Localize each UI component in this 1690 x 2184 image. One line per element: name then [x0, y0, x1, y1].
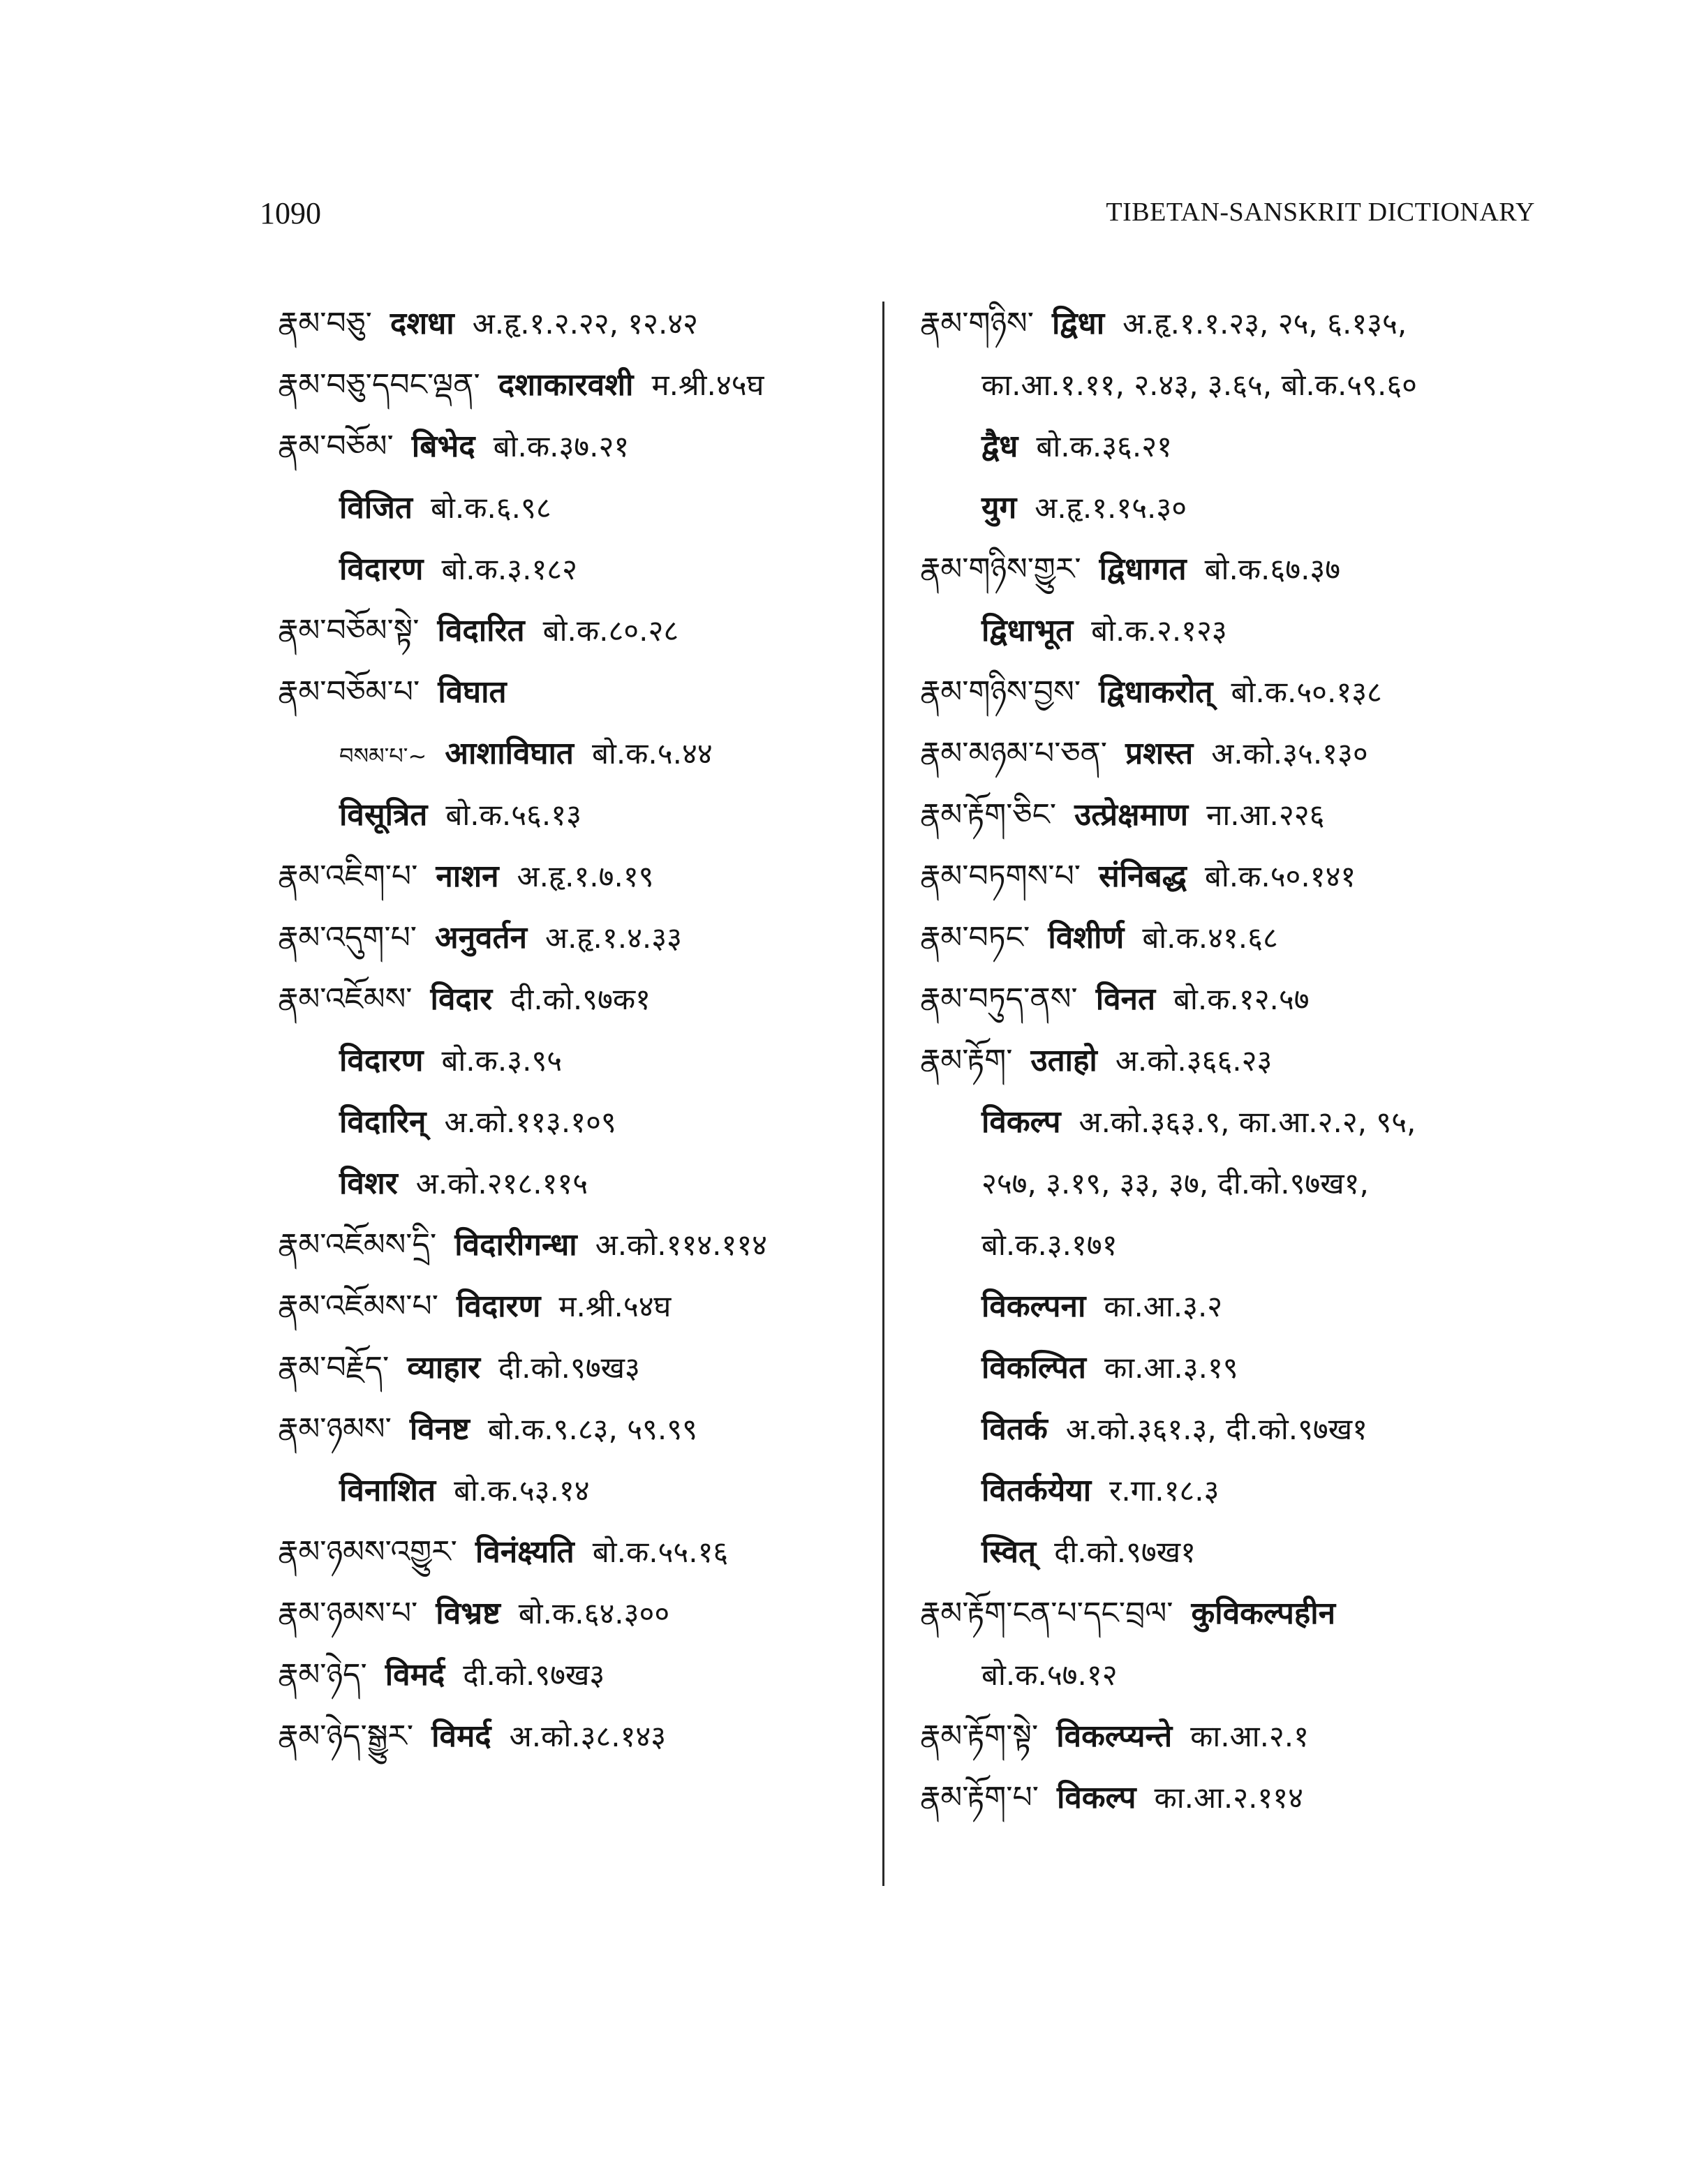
- tibetan-headword: རྣམ་བརྗོད་: [278, 1350, 390, 1386]
- sanskrit-equivalent: विदारण: [339, 1043, 424, 1078]
- source-reference: का.आ.२.११४: [1154, 1781, 1303, 1815]
- source-reference: म.श्री.४५घ: [651, 368, 764, 402]
- sanskrit-equivalent: व्याहार: [407, 1350, 480, 1386]
- sanskrit-equivalent: द्विधा: [1051, 306, 1105, 341]
- source-reference: अ.हृ.१.४.३३: [545, 921, 682, 955]
- sanskrit-equivalent: विकल्प्यन्ते: [1056, 1718, 1173, 1754]
- sanskrit-equivalent: विकल्पित: [981, 1350, 1086, 1386]
- dictionary-entry: [920, 722, 1548, 783]
- sanskrit-equivalent: विकल्प: [981, 1104, 1061, 1140]
- tibetan-headword: རྣམ་བཅུ་དབང་ལྡན་: [278, 367, 480, 403]
- source-reference: अ.हृ.१.१.२३, २५, ६.१३५,: [1122, 306, 1407, 341]
- sanskrit-equivalent: विदारीगन्धा: [454, 1227, 577, 1263]
- tibetan-headword: རྣམ་བཅོམ་པ་: [278, 674, 420, 710]
- dictionary-entry: [920, 1704, 1548, 1766]
- source-reference: बो.क.३.१७१: [981, 1228, 1118, 1262]
- source-reference: बो.क.५५.१६: [592, 1535, 729, 1569]
- source-reference: अ.हृ.१.२.२२, १२.४२: [472, 306, 699, 341]
- sanskrit-equivalent: विशर: [339, 1166, 398, 1201]
- dictionary-entry: [278, 1336, 878, 1397]
- running-title: TIBETAN-SANSKRIT DICTIONARY: [1106, 198, 1535, 227]
- sanskrit-equivalent: द्वैध: [981, 429, 1018, 464]
- sanskrit-equivalent: विशीर्ण: [1048, 920, 1125, 956]
- source-reference: दी.को.९७ख३: [463, 1658, 605, 1692]
- sanskrit-equivalent: वितर्क: [981, 1411, 1048, 1447]
- sub-entry: [278, 1029, 878, 1090]
- tibetan-headword: རྣམ་འཇོམས་པ་: [278, 1288, 438, 1324]
- sub-entry: [278, 1459, 878, 1520]
- sanskrit-equivalent: विदारिन्: [339, 1104, 427, 1140]
- dictionary-entry: [920, 783, 1548, 845]
- dictionary-entry: [278, 353, 878, 415]
- sub-entry: [920, 1520, 1548, 1582]
- dictionary-entry: [278, 845, 878, 906]
- dictionary-entry: [278, 1397, 878, 1459]
- sanskrit-equivalent: अनुवर्तन: [435, 920, 528, 956]
- source-reference: अ.को.११४.११४: [595, 1228, 768, 1262]
- dictionary-entry: [278, 292, 878, 353]
- source-reference: बो.क.१२.५७: [1173, 982, 1310, 1016]
- sub-entry: [278, 1152, 878, 1213]
- sanskrit-equivalent: विनष्ट: [409, 1411, 470, 1447]
- sanskrit-equivalent: विमर्द: [431, 1718, 491, 1754]
- sanskrit-equivalent: दशधा: [390, 306, 454, 341]
- source-reference: दी.को.९७ख३: [498, 1351, 640, 1385]
- sanskrit-equivalent: बिभेद: [411, 429, 475, 464]
- sanskrit-equivalent: विजित: [339, 490, 413, 526]
- dictionary-entry: [920, 1582, 1548, 1643]
- sanskrit-equivalent: आशाविघात: [445, 736, 574, 771]
- source-reference: अ.को.३६३.९, का.आ.२.२, ९५,: [1079, 1105, 1416, 1139]
- tibetan-headword: རྣམ་ཉེད་: [278, 1657, 367, 1693]
- sanskrit-equivalent: विकल्पना: [981, 1288, 1086, 1324]
- sub-entry: [920, 415, 1548, 476]
- sanskrit-equivalent: स्वित्: [981, 1534, 1037, 1570]
- tibetan-headword: རྣམ་རྟོག་སྟེ་: [920, 1718, 1039, 1754]
- dictionary-entry: [278, 1704, 878, 1766]
- tibetan-headword: རྣམ་ཉམས་འགྱུར་: [278, 1534, 457, 1570]
- sanskrit-equivalent: विदारण: [339, 551, 424, 587]
- sanskrit-equivalent: द्विधागत: [1099, 551, 1187, 587]
- dictionary-entry: [920, 292, 1548, 353]
- tibetan-headword: རྣམ་རྟོག་ཅིང་: [920, 797, 1057, 833]
- tibetan-headword: རྣམ་གཉིས་: [920, 306, 1034, 341]
- dictionary-entry: [278, 415, 878, 476]
- sub-entry: [920, 599, 1548, 660]
- sanskrit-equivalent: विदार: [430, 981, 493, 1017]
- sub-entry: [920, 1275, 1548, 1336]
- sub-entry: [278, 476, 878, 537]
- sub-entry: [920, 1090, 1548, 1152]
- source-reference: ना.आ.२२६: [1206, 798, 1325, 832]
- dictionary-entry: [920, 1766, 1548, 1827]
- tibetan-headword: རྣམ་རྟོག་ངན་པ་དང་བྲལ་: [920, 1596, 1173, 1631]
- tibetan-headword: རྣམ་འདུག་པ་: [278, 920, 417, 956]
- sub-entry: [920, 1336, 1548, 1397]
- sanskrit-equivalent: नाशन: [436, 859, 499, 894]
- entry-continuation: [920, 1643, 1548, 1704]
- sanskrit-equivalent: विघात: [438, 674, 507, 710]
- sanskrit-equivalent: उताहो: [1030, 1043, 1097, 1078]
- left-column: [278, 292, 878, 1766]
- sanskrit-equivalent: द्विधाकरोत्: [1099, 674, 1213, 710]
- tibetan-headword: རྣམ་བཏུད་ནས་: [920, 981, 1078, 1017]
- dictionary-entry: [278, 906, 878, 967]
- sub-entry: [278, 783, 878, 845]
- source-reference: बो.क.५०.१३८: [1231, 675, 1382, 709]
- tibetan-headword: རྣམ་འཇོམས་: [278, 981, 413, 1017]
- source-reference: म.श्री.५४घ: [558, 1289, 672, 1323]
- source-reference: र.गा.१८.३: [1109, 1473, 1220, 1508]
- tibetan-headword: རྣམ་ཉམས་པ་: [278, 1596, 418, 1631]
- sanskrit-equivalent: प्रशस्त: [1125, 736, 1194, 771]
- source-reference: बो.क.५०.१४१: [1204, 859, 1356, 893]
- source-reference: दी.को.९७क१: [510, 982, 651, 1016]
- tibetan-headword: རྣམ་ཉེད་སྒྱུར་: [278, 1718, 414, 1754]
- source-reference: बो.क.३.९५: [441, 1043, 563, 1078]
- sanskrit-equivalent: वितर्कयेया: [981, 1473, 1092, 1508]
- source-reference: अ.हृ.१.७.१९: [517, 859, 654, 893]
- source-reference: बो.क.३६.२१: [1036, 429, 1172, 463]
- source-reference: का.आ.३.१९: [1104, 1351, 1238, 1385]
- sanskrit-equivalent: संनिबद्ध: [1099, 859, 1187, 894]
- dictionary-entry: [920, 1029, 1548, 1090]
- page-number: 1090: [260, 196, 321, 230]
- tibetan-headword: རྣམ་ཉམས་: [278, 1411, 392, 1447]
- source-reference: बो.क.४१.६८: [1142, 921, 1278, 955]
- dictionary-entry: [920, 660, 1548, 722]
- tibetan-headword: རྣམ་རྟོག་: [920, 1043, 1013, 1078]
- sanskrit-equivalent: विदारित: [437, 613, 525, 648]
- tibetan-headword: རྣམ་བཅོམ་: [278, 429, 394, 464]
- sanskrit-equivalent: विनाशित: [339, 1473, 436, 1508]
- dictionary-entry: [920, 967, 1548, 1029]
- source-reference: २५७, ३.१९, ३३, ३७, दी.को.९७ख१,: [981, 1166, 1369, 1201]
- source-reference: बो.क.५६.१३: [445, 798, 581, 832]
- source-reference: अ.को.३५.१३०: [1211, 736, 1368, 771]
- source-reference: का.आ.३.२: [1104, 1289, 1223, 1323]
- sub-entry: [920, 476, 1548, 537]
- source-reference: बो.क.५३.१४: [454, 1473, 590, 1508]
- dictionary-entry: [278, 599, 878, 660]
- dictionary-entry: [278, 660, 878, 722]
- dictionary-entry: [278, 1275, 878, 1336]
- right-column: [920, 292, 1548, 1827]
- source-reference: अ.को.११३.१०९: [444, 1105, 616, 1139]
- sanskrit-equivalent: युग: [981, 490, 1017, 526]
- dictionary-entry: [278, 1643, 878, 1704]
- source-reference: बो.क.९.८३, ५९.९९: [487, 1412, 697, 1446]
- dictionary-entry: [278, 967, 878, 1029]
- sanskrit-equivalent: विभ्रष्ट: [436, 1596, 501, 1631]
- source-reference: बो.क.६४.३००: [518, 1596, 670, 1630]
- tibetan-headword: རྣམ་གཉིས་བྱས་: [920, 674, 1081, 710]
- sanskrit-equivalent: विनंक्ष्यति: [475, 1534, 575, 1570]
- source-reference: बो.क.६७.३७: [1204, 552, 1341, 586]
- tibetan-headword: རྣམ་འཇོམས་དྲི་: [278, 1227, 437, 1263]
- tibetan-headword: རྣམ་བཏང་: [920, 920, 1030, 956]
- dictionary-entry: [278, 1520, 878, 1582]
- source-reference: का.आ.१.११, २.४३, ३.६५, बो.क.५९.६०: [981, 368, 1418, 402]
- tibetan-headword: རྣམ་བཏགས་པ་: [920, 859, 1081, 894]
- column-divider: [882, 302, 884, 1886]
- source-reference: बो.क.३७.२१: [493, 429, 630, 463]
- sanskrit-equivalent: कुविकल्पहीन: [1191, 1596, 1336, 1631]
- tibetan-headword: རྣམ་མཉམ་པ་ཅན་: [920, 736, 1108, 771]
- dictionary-entry: [920, 845, 1548, 906]
- dictionary-entry: [278, 1582, 878, 1643]
- source-reference: अ.को.३६६.२३: [1115, 1043, 1273, 1078]
- sub-entry: [278, 537, 878, 599]
- source-reference: अ.को.३६१.३, दी.को.९७ख१: [1065, 1412, 1367, 1446]
- source-reference: बो.क.८०.२८: [542, 614, 679, 648]
- source-reference: अ.को.२१८.११५: [415, 1166, 588, 1201]
- entry-continuation: [920, 353, 1548, 415]
- sub-entry: [278, 1090, 878, 1152]
- source-reference: बो.क.६.९८: [430, 491, 551, 525]
- source-reference: दी.को.९७ख१: [1054, 1535, 1196, 1569]
- sanskrit-equivalent: विकल्प: [1056, 1780, 1136, 1815]
- tibetan-headword: རྣམ་གཉིས་གྱུར་: [920, 551, 1081, 587]
- sub-entry: [278, 722, 878, 783]
- source-reference: बो.क.५७.१२: [981, 1658, 1118, 1692]
- sanskrit-equivalent: उत्प्रेक्षमाण: [1074, 797, 1189, 833]
- sub-entry: [920, 1397, 1548, 1459]
- dictionary-entry: [920, 906, 1548, 967]
- sanskrit-equivalent: द्विधाभूत: [981, 613, 1074, 648]
- sub-entry: [920, 1459, 1548, 1520]
- tibetan-headword: རྣམ་རྟོག་པ་: [920, 1780, 1039, 1815]
- entry-continuation: [920, 1152, 1548, 1213]
- dictionary-entry: [278, 1213, 878, 1275]
- tibetan-headword: རྣམ་འཇིག་པ་: [278, 859, 418, 894]
- tibetan-headword: རྣམ་བཅོམ་སྟེ་: [278, 613, 420, 648]
- source-reference: अ.हृ.१.१५.३०: [1035, 491, 1187, 525]
- entry-continuation: [920, 1213, 1548, 1275]
- source-reference: बो.क.३.१८२: [441, 552, 577, 586]
- sanskrit-equivalent: विसूत्रित: [339, 797, 428, 833]
- sanskrit-equivalent: विदारण: [457, 1288, 541, 1324]
- dictionary-entry: [920, 537, 1548, 599]
- sanskrit-equivalent: विनत: [1095, 981, 1156, 1017]
- sanskrit-equivalent: विमर्द: [385, 1657, 445, 1693]
- source-reference: का.आ.२.१: [1190, 1719, 1309, 1753]
- sanskrit-equivalent: दशाकारवशी: [498, 367, 634, 403]
- source-reference: अ.को.३८.१४३: [509, 1719, 667, 1753]
- tibetan-compound: བསམ་པ་~: [339, 743, 427, 769]
- source-reference: बो.क.२.१२३: [1091, 614, 1227, 648]
- source-reference: बो.क.५.४४: [591, 736, 713, 771]
- tibetan-headword: རྣམ་བཅུ་: [278, 306, 372, 341]
